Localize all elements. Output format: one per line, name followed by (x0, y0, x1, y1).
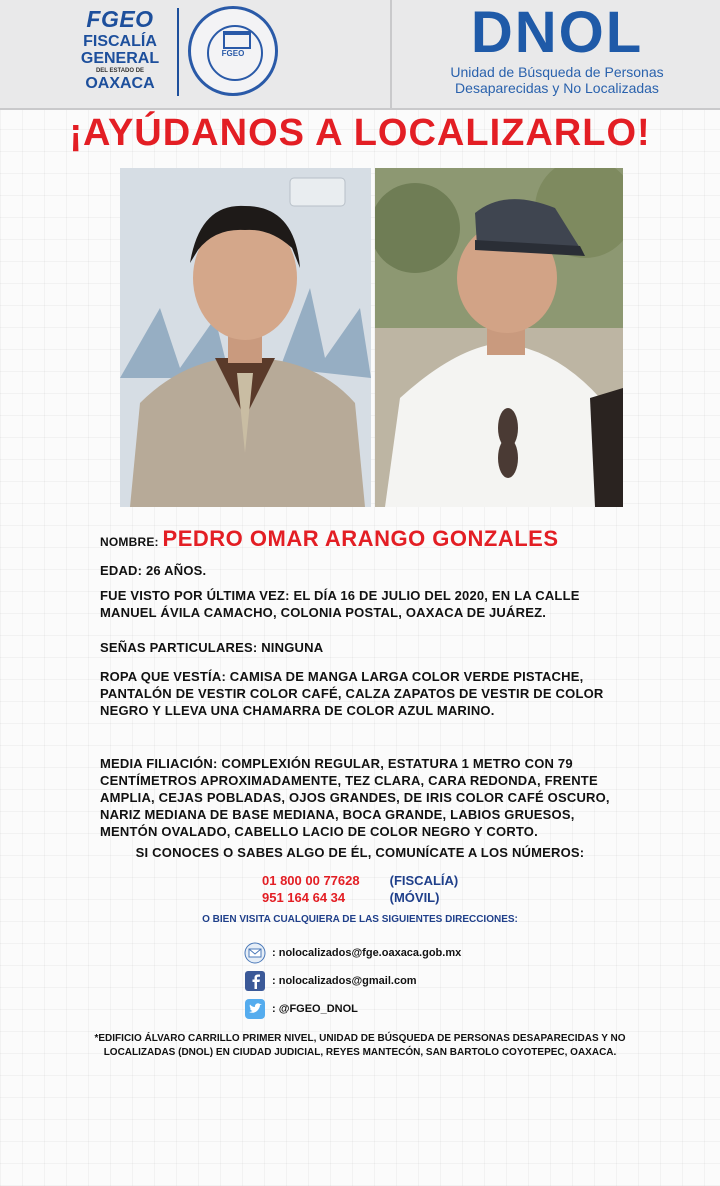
phone-row-movil (262, 889, 458, 906)
building-icon (223, 31, 251, 49)
age-text: EDAD: 26 AÑOS. (100, 563, 207, 578)
fge-logo (70, 6, 170, 92)
fge-line-oaxaca: OAXACA (85, 75, 155, 92)
filiation-line4: NARIZ MEDIANA DE BASE MEDIANA, BOCA GRANDE, LABIOS GRUESOS, (100, 807, 575, 822)
phone-label: (FISCALÍA) (389, 873, 459, 888)
email-icon (244, 942, 266, 964)
clothing-line3: NEGRO Y LLEVA UNA CHAMARRA DE COLOR AZUL MARINO. (100, 703, 495, 718)
clothing-line2: PANTALÓN DE VESTIR COLOR CAFÉ, CALZA ZAPATOS DE VESTIR DE COLOR (100, 686, 604, 701)
fge-line-fiscalia: FISCALÍA (83, 33, 157, 50)
person-photo-1-illustration (120, 168, 371, 507)
phone-number[interactable]: 01 800 00 77628 (262, 873, 360, 888)
dnol-logo: DNOL (470, 0, 644, 65)
fge-branding (0, 0, 388, 108)
last-seen-line2: MANUEL ÁVILA CAMACHO, COLONIA POSTAL, OAXACA DE JUÁREZ. (100, 605, 547, 620)
visit-addresses-text: O BIEN VISITA CUALQUIERA DE LAS SIGUIENTES DIRECCIONES: (202, 914, 518, 925)
call-to-action: SI CONOCES O SABES ALGO DE ÉL, COMUNÍCATE A LOS NÚMEROS: (135, 845, 585, 860)
person-name: PEDRO OMAR ARANGO GONZALES (162, 526, 559, 551)
dnol-subtitle-line2: Desaparecidas y No Localizadas (455, 80, 659, 96)
name-row (100, 526, 630, 551)
dnol-branding (390, 0, 720, 108)
filiation-line3: AMPLIA, CEJAS POBLADAS, OJOS GRANDES, DE IRIS COLOR CAFÉ OSCURO, (100, 790, 610, 805)
footnote-line1: *EDIFICIO ÁLVARO CARRILLO PRIMER NIVEL, UNIDAD DE BÚSQUEDA DE PERSONAS DESAPARECIDAS Y NO (94, 1033, 626, 1044)
phone-row-fiscalia (262, 872, 458, 889)
footnote-line2: LOCALIZADAS (DNOL) EN CIUDAD JUDICIAL, REYES MANTECÓN, SAN BARTOLO COYOTEPEC, OAXACA. (103, 1047, 617, 1058)
person-photo-2-illustration (375, 168, 623, 507)
name-label: NOMBRE: (100, 535, 159, 549)
contact-email[interactable] (244, 942, 461, 964)
last-seen-text (100, 587, 630, 621)
missing-person-photo-cap (375, 168, 623, 507)
twitter-icon (244, 998, 266, 1020)
dnol-subtitle-line1: Unidad de Búsqueda de Personas (450, 64, 664, 80)
last-seen-line1: FUE VISTO POR ÚLTIMA VEZ: EL DÍA 16 DE JULIO DEL 2020, EN LA CALLE (100, 588, 580, 603)
footnote-address (80, 1032, 640, 1060)
twitter-handle: : @FGEO_DNOL (272, 1002, 358, 1015)
phone-number[interactable]: 951 164 64 34 (262, 890, 346, 905)
fge-line-estado: DEL ESTADO DE (95, 68, 145, 74)
logo-divider (177, 8, 179, 96)
filiation-line1: MEDIA FILIACIÓN: COMPLEXIÓN REGULAR, ESTATURA 1 METRO CON 79 (100, 756, 573, 771)
facebook-icon (244, 970, 266, 992)
filiation-line2: CENTÍMETROS APROXIMADAMENTE, TEZ CLARA, CARA REDONDA, FRENTE (100, 773, 598, 788)
particular-marks-text: SEÑAS PARTICULARES: NINGUNA (100, 640, 324, 655)
facebook-address: : nolocalizados@gmail.com (272, 974, 417, 987)
contact-facebook[interactable] (244, 970, 417, 992)
fge-seal (188, 6, 278, 96)
phone-list (262, 872, 458, 906)
physical-description-text (100, 755, 630, 840)
fge-line-general: GENERAL (80, 50, 160, 67)
page-title: ¡AYÚDANOS A LOCALIZARLO! (69, 112, 651, 154)
phone-label: (MÓVIL) (389, 890, 440, 905)
header-banner (0, 0, 720, 110)
clothing-line1: ROPA QUE VESTÍA: CAMISA DE MANGA LARGA COLOR VERDE PISTACHE, (100, 669, 584, 684)
seal-label: FGEO (221, 49, 245, 58)
missing-person-photo-suit (120, 168, 371, 507)
contact-twitter[interactable] (244, 998, 358, 1020)
email-address: : nolocalizados@fge.oaxaca.gob.mx (272, 946, 462, 959)
dnol-subtitle (392, 64, 720, 96)
fge-mark: FGEO (86, 6, 154, 32)
clothing-text (100, 668, 630, 719)
filiation-line5: MENTÓN OVALADO, CABELLO LACIO DE COLOR NEGRO Y CORTO. (100, 824, 538, 839)
